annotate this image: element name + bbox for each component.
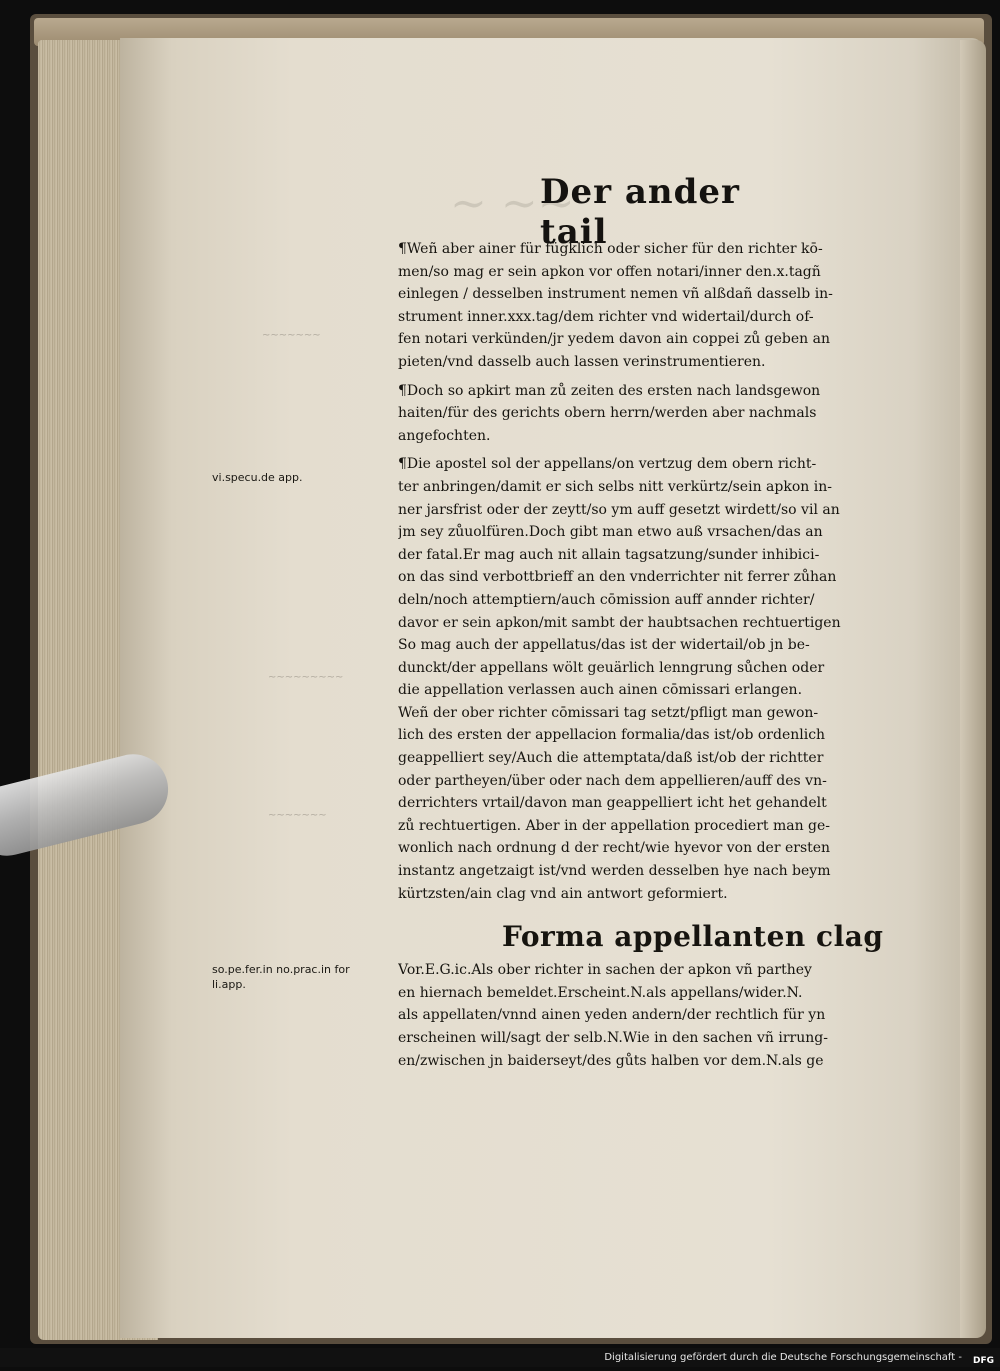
text-line: fen notari verkünden/jr yedem davon ain coppei zů geben an [398, 331, 830, 348]
text-line: wonlich nach ordnung d der recht/wie hyevor von der ersten [398, 840, 831, 857]
text-line: men/so mag er sein apkon vor offen notari/inner den.x.tagñ [398, 263, 821, 280]
text-line: en/zwischen jn baiderseyt/des gůts halben vor dem.N.als ge [398, 1052, 824, 1069]
text-line: oder partheyen/über oder nach dem appellieren/auff des vn- [398, 772, 827, 789]
text-line: Weñ der ober richter cōmissari tag setzt/pfligt man gewon- [398, 704, 819, 721]
text-line: davor er sein apkon/mit sambt der haubtsachen rechtuertigen [398, 614, 841, 631]
margin-note-2: so.pe.fer.in no.prac.in for li.app. [212, 963, 350, 991]
text-line: en hiernach bemeldet.Erscheint.N.als appellans/wider.N. [398, 984, 803, 1001]
show-through-ink: ~ ~~ [450, 178, 575, 229]
text-line: dunckt/der appellans wölt geuärlich lenngrung sůchen oder [398, 659, 825, 676]
page-right-edge [960, 40, 986, 1338]
body-text [398, 238, 938, 1078]
text-line: ¶Doch so apkirt man zů zeiten des ersten nach landsgewon [398, 382, 821, 399]
paragraph-4 [398, 959, 938, 1072]
show-through-margin-3: ~~~~~~~ [268, 810, 327, 821]
text-line: zů rechtuertigen. Aber in der appellation procediert man ge- [398, 817, 831, 834]
text-line: lich des ersten der appellacion formalia/das ist/ob ordenlich [398, 727, 826, 744]
section-heading: Forma appellanten clag [502, 920, 884, 954]
margin-note-1: vi.specu.de app. [212, 471, 303, 484]
dfg-logo: DFG [972, 1356, 994, 1366]
footer-credit: Digitalisierung gefördert durch die Deutsche Forschungsgemeinschaft - [604, 1352, 962, 1363]
show-through-margin-2: ~~~~~~~~~ [268, 672, 344, 683]
text-line: strument inner.xxx.tag/dem richter vnd widertail/durch of- [398, 308, 814, 325]
paragraph-3 [398, 453, 938, 905]
paragraph-1 [398, 238, 938, 374]
text-line: jm sey zůuolfüren.Doch gibt man etwo auß vrsachen/das an [398, 524, 823, 541]
text-line: on das sind verbottbrieff an den vnderrichter nit ferrer zůhan [398, 569, 837, 586]
text-line: erscheinen will/sagt der selb.N.Wie in den sachen vñ irrung- [398, 1030, 828, 1046]
text-line: So mag auch der appellatus/das ist der widertail/ob jn be- [398, 637, 810, 654]
text-line: ¶Die apostel sol der appellans/on vertzug dem obern richt- [398, 456, 817, 473]
text-line: ter anbringen/damit er sich selbs nitt verkürtz/sein apkon in- [398, 478, 832, 495]
text-line: angefochten. [398, 427, 491, 444]
text-line: deln/noch attemptiern/auch cōmission auff annder richter/ [398, 591, 815, 608]
text-line: die appellation verlassen auch ainen cōmissari erlangen. [398, 682, 803, 699]
text-line: als appellaten/vnnd ainen yeden andern/der rechtlich für yn [398, 1007, 826, 1024]
text-line: pieten/vnd dasselb auch lassen verinstrumentieren. [398, 353, 766, 370]
footer-bar [0, 1348, 1000, 1367]
text-line: ¶Weñ aber ainer für fügklich oder sicher für den richter kō- [398, 241, 823, 257]
text-line: haiten/für des gerichts obern herrn/werden aber nachmals [398, 405, 817, 422]
show-through-margin-1: ~~~~~~~ [262, 330, 321, 341]
text-line: geappelliert sey/Auch die attemptata/daß ist/ob der richtter [398, 750, 824, 767]
text-line: Vor.E.G.ic.Als ober richter in sachen der apkon vñ parthey [398, 962, 812, 979]
text-line: der fatal.Er mag auch nit allain tagsatzung/sunder inhibici- [398, 546, 820, 563]
text-line: einlegen / desselben instrument nemen vñ alßdañ dasselb in- [398, 286, 833, 303]
text-line: kürtzsten/ain clag vnd ain antwort geformiert. [398, 885, 728, 902]
running-head: Der ander tail [540, 172, 740, 252]
text-line: instantz angetzaigt ist/vnd werden desselben hye nach beym [398, 863, 831, 880]
text-line: ner jarsfrist oder der zeytt/so ym auff gesetzt wirdett/so vil an [398, 501, 840, 518]
paragraph-2 [398, 380, 938, 448]
text-line: derrichters vrtail/davon man geappelliert icht het gehandelt [398, 795, 827, 812]
